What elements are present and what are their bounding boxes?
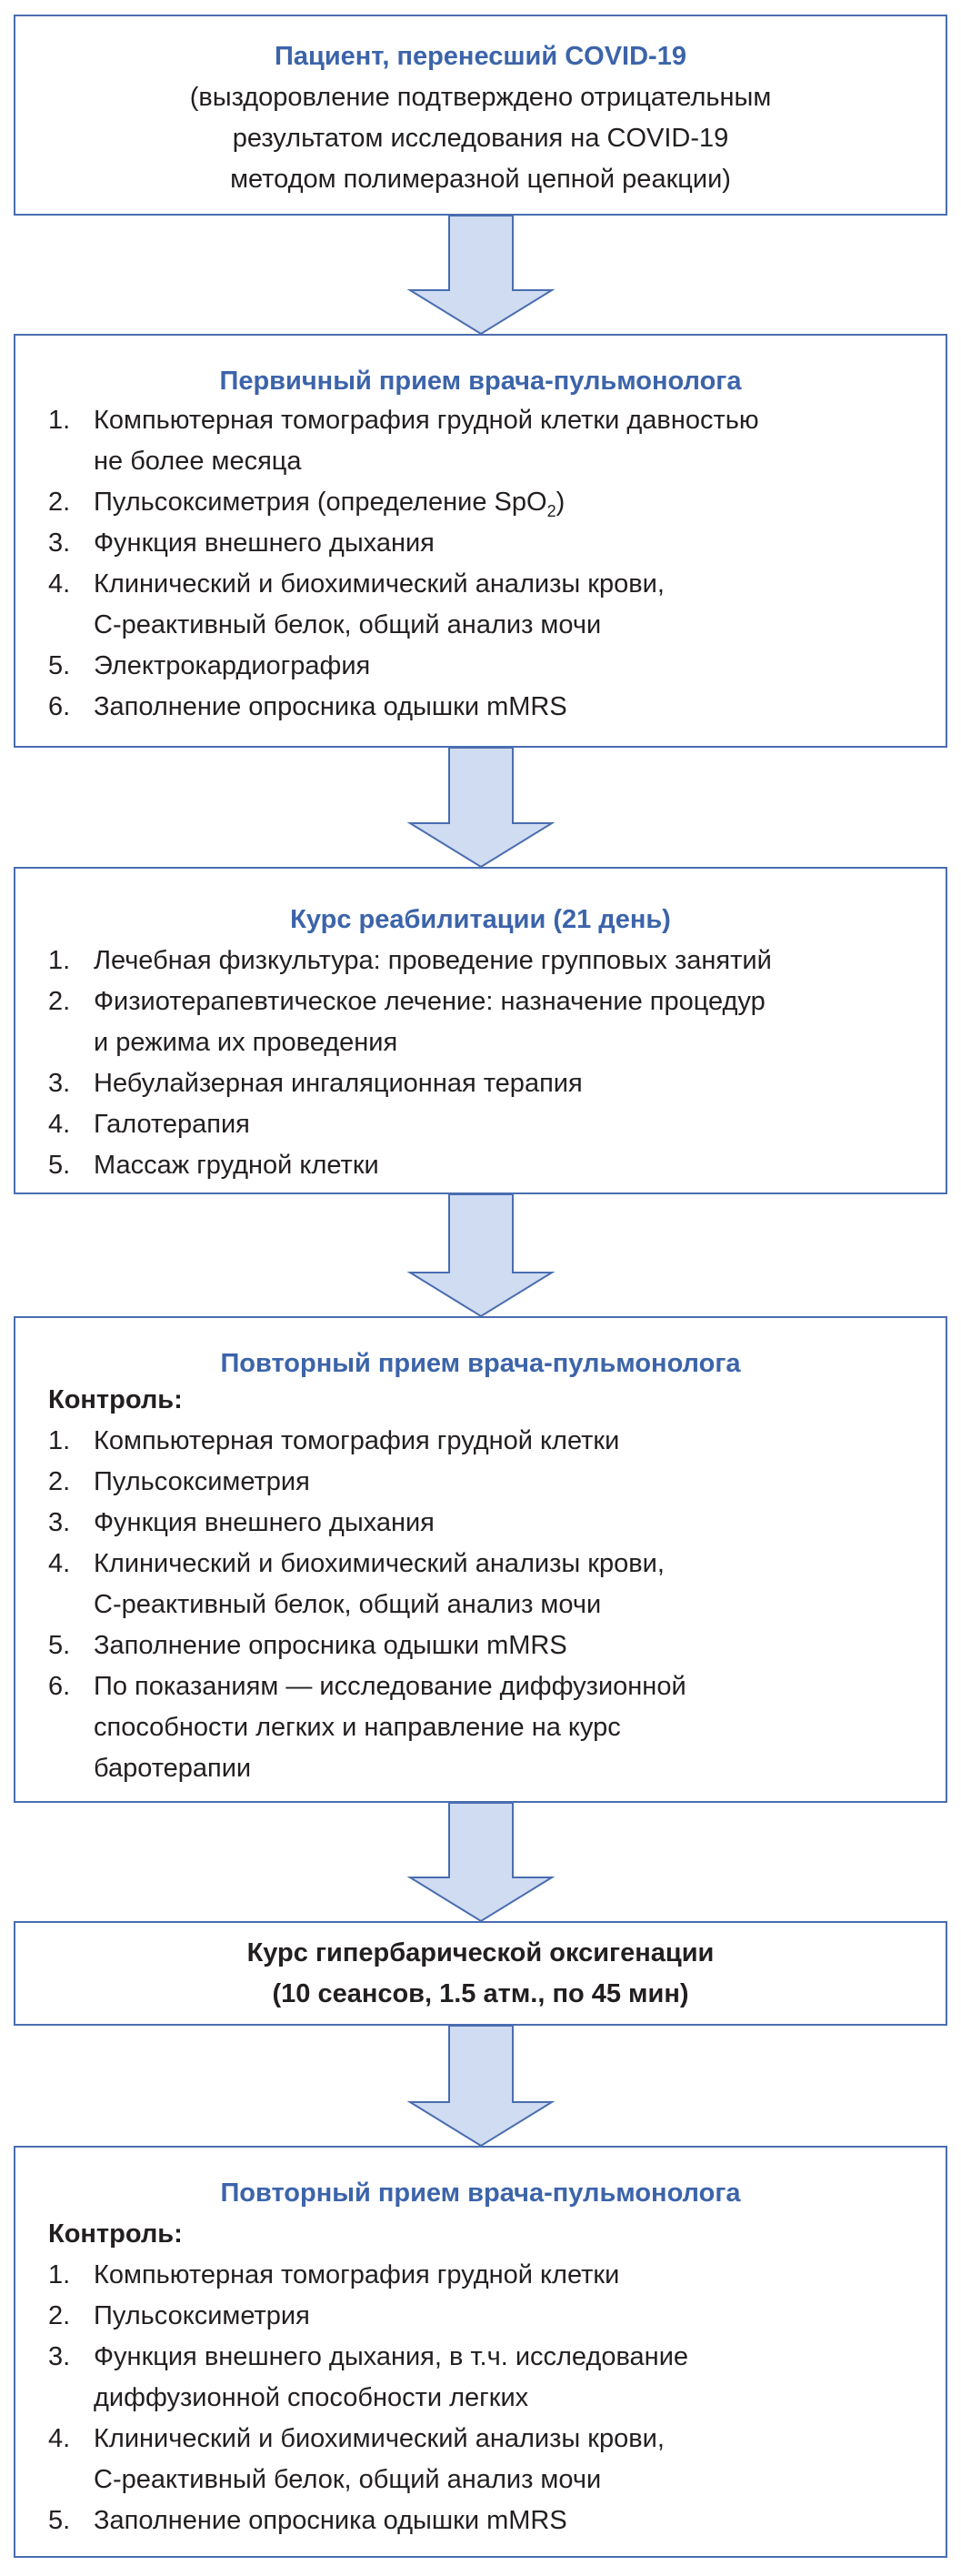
item-text: Функция внешнего дыхания, в т.ч. исследование [94,2342,689,2371]
item-number: 5. [48,1631,71,1660]
list-item [48,400,927,482]
step-primary-visit-list [48,400,927,728]
item-text-tail: ) [556,488,566,517]
list-item [48,1625,927,1666]
list-item [48,941,927,981]
item-text: Клинический и биохимический анализы крови, [94,1549,665,1578]
item-text: Пульсоксиметрия [94,1467,310,1496]
item-text: Физиотерапевтическое лечение: назначение процедур [94,987,766,1016]
item-number: 2. [48,1467,71,1496]
item-number: 4. [48,1110,71,1139]
item-number: 3. [48,2342,71,2371]
item-text: С-реактивный белок, общий анализ мочи [94,2465,602,2494]
item-number: 1. [48,946,71,975]
control-label: Контроль: [48,1385,183,1414]
item-number: 4. [48,2424,71,2453]
item-text [94,482,927,523]
item-text: Клинический и биохимический анализы крови, [94,569,665,599]
list-item [48,1544,927,1625]
item-text: Функция внешнего дыхания [94,1508,435,1537]
item-number: 3. [48,1508,71,1537]
item-text: С-реактивный белок, общий анализ мочи [94,1590,602,1619]
item-number: 1. [48,1426,71,1455]
list-item [48,981,927,1063]
item-text: и режима их проведения [94,1028,398,1057]
item-text: Заполнение опросника одышки mMRS [94,1631,567,1660]
item-number: 2. [48,2301,71,2330]
list-item [48,523,927,564]
list-item [48,1063,927,1104]
step-rehabilitation-list [48,941,927,1186]
item-number: 6. [48,1672,71,1701]
step-rehabilitation-title: Курс реабилитации (21 день) [290,905,671,934]
step-final-visit-title: Повторный прием врача-пульмонолога [220,2179,741,2208]
item-text: Заполнение опросника одышки mMRS [94,2506,567,2535]
list-item [48,2337,927,2419]
item-subscript: 2 [546,501,556,520]
step-patient-title: Пациент, перенесший COVID-19 [275,42,686,71]
arrow-down-icon [410,2026,552,2146]
item-text: Клинический и биохимический анализы крови, [94,2424,665,2453]
arrow-down-icon [410,1194,552,1316]
step-final-visit-box [14,2146,947,2558]
list-item [48,1666,927,1789]
list-item [48,1104,927,1145]
list-item [48,1503,927,1544]
list-item [48,1145,927,1186]
item-number: 4. [48,569,71,599]
arrow-down-icon [410,1803,552,1921]
item-number: 2. [48,488,71,517]
step-patient-line-2: результатом исследования на COVID-19 [232,124,729,153]
item-text: диффузионной способности легких [94,2383,529,2412]
item-text: Лечебная физкультура: проведение групповых занятий [94,946,772,975]
item-text: Компьютерная томография грудной клетки [94,1426,620,1455]
item-text: Компьютерная томография грудной клетки давностью [94,406,759,435]
item-number: 1. [48,406,71,435]
item-text: Заполнение опросника одышки mMRS [94,692,567,721]
item-number: 4. [48,1549,71,1578]
item-text: Компьютерная томография грудной клетки [94,2260,620,2289]
item-text: Функция внешнего дыхания [94,528,435,558]
item-text: Галотерапия [94,1110,250,1139]
step-hyperbaric-line-2: (10 сеансов, 1.5 атм., по 45 мин) [272,1979,689,2008]
step-repeat-visit-box [14,1316,947,1803]
list-item [48,2501,927,2541]
item-number: 5. [48,2506,71,2535]
control-label: Контроль: [48,2219,183,2249]
step-hyperbaric-line-1: Курс гипербарической оксигенации [246,1938,715,1967]
list-item [48,1462,927,1503]
list-item [48,687,927,728]
step-hyperbaric-box [14,1921,947,2026]
arrow-down-icon [410,216,552,334]
item-number: 5. [48,1151,71,1180]
item-text: Пульсоксиметрия [94,2301,310,2330]
step-patient-line-1: (выздоровление подтверждено отрицательным [189,83,772,112]
item-number: 3. [48,528,71,558]
item-text: Массаж грудной клетки [94,1151,379,1180]
step-patient-box [14,15,947,216]
item-text: баротерапии [94,1754,252,1783]
list-item [48,482,927,523]
list-item [48,1421,927,1462]
step-patient-line-3: методом полимеразной цепной реакции) [230,165,731,194]
item-text: Электрокардиография [94,651,371,680]
list-item [48,564,927,646]
list-item [48,2255,927,2296]
item-text: По показаниям — исследование диффузионной [94,1672,686,1701]
list-item [48,2296,927,2337]
item-text: Небулайзерная ингаляционная терапия [94,1069,583,1098]
item-text: способности легких и направление на курс [94,1713,621,1742]
step-primary-visit-title: Первичный прием врача-пульмонолога [219,367,742,396]
item-number: 2. [48,987,71,1016]
item-text: не более месяца [94,447,302,476]
step-primary-visit-box [14,334,947,748]
step-repeat-visit-list [48,1421,927,1789]
list-item [48,2419,927,2501]
item-number: 5. [48,651,71,680]
list-item [48,646,927,687]
item-number: 3. [48,1069,71,1098]
step-final-visit-list [48,2255,927,2541]
item-number: 6. [48,692,71,721]
item-number: 1. [48,2260,71,2289]
item-text-main: Пульсоксиметрия (определение SpO [94,488,547,517]
item-text: С-реактивный белок, общий анализ мочи [94,610,602,639]
arrow-down-icon [410,748,552,867]
step-rehabilitation-box [14,867,947,1194]
step-repeat-visit-title: Повторный прием врача-пульмонолога [220,1349,741,1378]
